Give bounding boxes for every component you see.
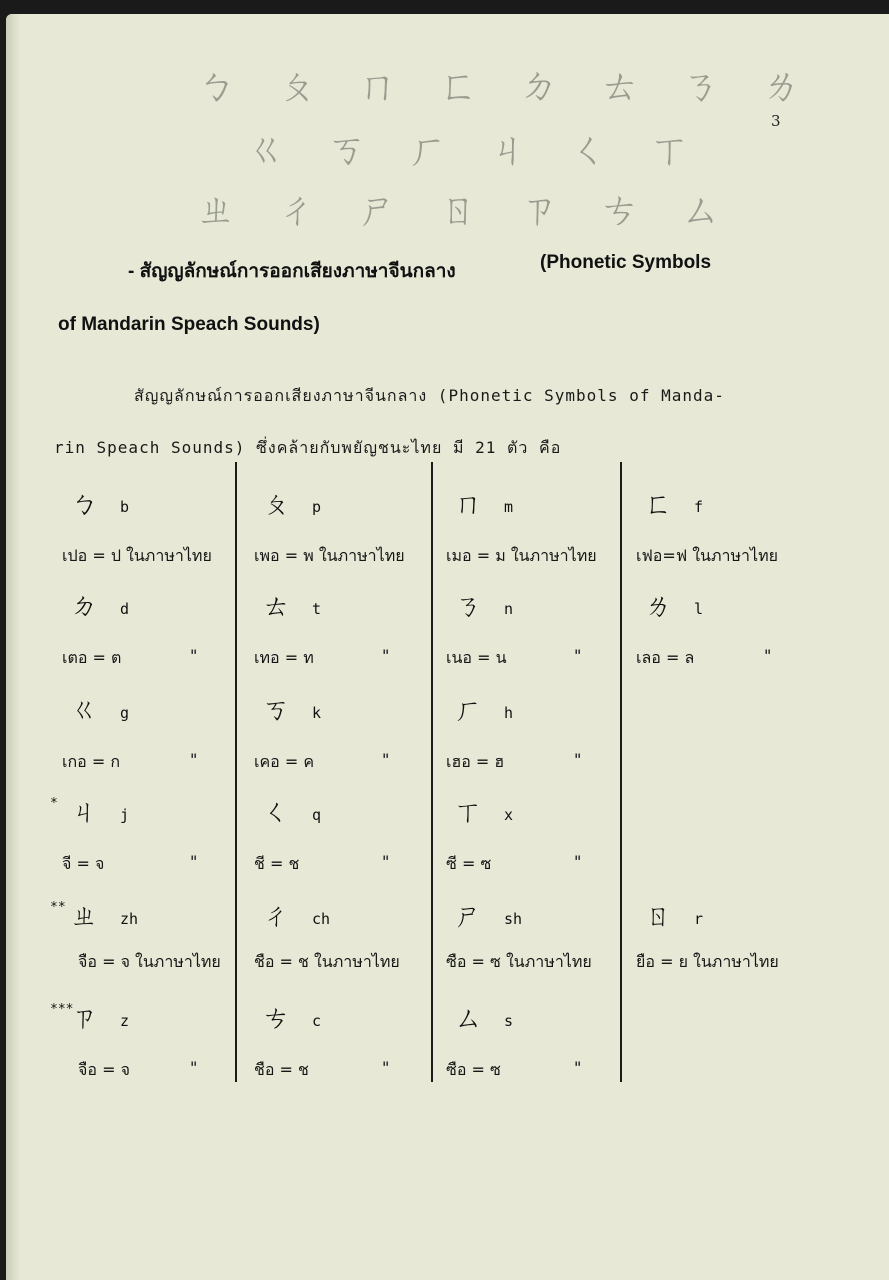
bopomofo-symbol: ㄉ xyxy=(70,589,99,622)
thai-equivalent: เตอ = ต xyxy=(62,648,122,667)
thai-equivalent: เฟอ=ฟ ในภาษาไทย xyxy=(636,546,779,565)
thai-equivalent: เปอ = ป ในภาษาไทย xyxy=(62,546,212,565)
pencil-note-line-3: ㄓ ㄔ ㄕ ㄖ ㄗ ㄘ ㄙ xyxy=(196,187,735,233)
latin-letter: m xyxy=(504,498,514,516)
bopomofo-symbol: ㄓ xyxy=(70,899,99,932)
ditto-mark: " xyxy=(764,646,772,665)
bopomofo-symbol: ㄇ xyxy=(454,487,483,520)
latin-letter: b xyxy=(120,498,130,516)
ditto-mark: " xyxy=(382,750,390,769)
latin-letter: z xyxy=(120,1012,130,1030)
thai-equivalent: เมอ = ม ในภาษาไทย xyxy=(446,546,597,565)
latin-letter: g xyxy=(120,704,130,722)
latin-letter: d xyxy=(120,600,130,618)
page-number: 3 xyxy=(771,112,781,130)
latin-letter: r xyxy=(694,910,704,928)
latin-letter: zh xyxy=(120,910,139,928)
thai-equivalent: ชือ = ช xyxy=(254,1060,309,1079)
thai-equivalent: เฮอ = ฮ xyxy=(446,752,505,771)
thai-equivalent: ซี = ซ xyxy=(446,854,492,873)
bopomofo-symbol: ㄅ xyxy=(70,487,99,520)
document-page xyxy=(6,14,889,1280)
pencil-note-line-1: ㄅ ㄆ ㄇ ㄈ ㄉ ㄊ ㄋ ㄌ xyxy=(196,63,816,109)
latin-letter: sh xyxy=(504,910,523,928)
thai-equivalent: เทอ = ท xyxy=(254,648,314,667)
bopomofo-symbol: ㄔ xyxy=(262,899,291,932)
ditto-mark: " xyxy=(190,1058,198,1077)
heading-english-part1: (Phonetic Symbols xyxy=(540,252,712,273)
latin-letter: t xyxy=(312,600,322,618)
latin-letter: x xyxy=(504,806,514,824)
bopomofo-symbol: ㄕ xyxy=(454,899,483,932)
ditto-mark: " xyxy=(382,1058,390,1077)
latin-letter: n xyxy=(504,600,514,618)
ditto-mark: " xyxy=(574,750,582,769)
footnote-mark: * xyxy=(50,796,58,811)
ditto-mark: " xyxy=(382,646,390,665)
bopomofo-symbol: ㄗ xyxy=(70,1001,99,1034)
thai-equivalent: ซือ = ซ xyxy=(446,1060,501,1079)
bopomofo-symbol: ㄆ xyxy=(262,487,291,520)
footnote-mark: *** xyxy=(50,1002,74,1017)
footnote-mark: ** xyxy=(50,900,66,915)
intro-line-2: rin Speach Sounds) ซึ่งคล้ายกับพยัญชนะไทย มี 21 ตัว คือ xyxy=(54,438,562,457)
latin-letter: p xyxy=(312,498,322,516)
latin-letter: c xyxy=(312,1012,322,1030)
thai-equivalent: เพอ = พ ในภาษาไทย xyxy=(254,546,405,565)
latin-letter: k xyxy=(312,704,322,722)
table-divider-2 xyxy=(431,462,433,1082)
latin-letter: s xyxy=(504,1012,514,1030)
thai-equivalent: เลอ = ล xyxy=(636,648,695,667)
bopomofo-symbol: ㄈ xyxy=(644,487,673,520)
latin-letter: q xyxy=(312,806,322,824)
pencil-note-line-2: ㄍ ㄎ ㄏ ㄐ ㄑ ㄒ xyxy=(246,127,704,173)
bopomofo-symbol: ㄎ xyxy=(262,693,291,726)
thai-equivalent: ซือ = ซ ในภาษาไทย xyxy=(446,952,592,971)
heading-thai: - สัญญลักษณ์การออกเสียงภาษาจีนกลาง xyxy=(128,261,456,282)
bopomofo-symbol: ㄑ xyxy=(262,795,291,828)
ditto-mark: " xyxy=(190,852,198,871)
ditto-mark: " xyxy=(190,750,198,769)
intro-line-1: สัญญลักษณ์การออกเสียงภาษาจีนกลาง (Phonetic Symbols of Manda- xyxy=(134,386,725,405)
latin-letter: ch xyxy=(312,910,331,928)
bopomofo-symbol: ㄊ xyxy=(262,589,291,622)
thai-equivalent: ชี = ช xyxy=(254,854,300,873)
bopomofo-symbol: ㄙ xyxy=(454,1001,483,1034)
thai-equivalent: จือ = จ xyxy=(78,1060,130,1079)
ditto-mark: " xyxy=(574,646,582,665)
bopomofo-symbol: ㄒ xyxy=(454,795,483,828)
table-divider-3 xyxy=(620,462,622,1082)
ditto-mark: " xyxy=(574,1058,582,1077)
latin-letter: f xyxy=(694,498,704,516)
ditto-mark: " xyxy=(382,852,390,871)
thai-equivalent: เนอ = น xyxy=(446,648,507,667)
thai-equivalent: ชือ = ช ในภาษาไทย xyxy=(254,952,400,971)
thai-equivalent: ยือ = ย ในภาษาไทย xyxy=(636,952,779,971)
latin-letter: j xyxy=(120,806,130,824)
ditto-mark: " xyxy=(574,852,582,871)
bopomofo-symbol: ㄖ xyxy=(644,899,673,932)
latin-letter: l xyxy=(694,600,704,618)
bopomofo-symbol: ㄏ xyxy=(454,693,483,726)
latin-letter: h xyxy=(504,704,514,722)
ditto-mark: " xyxy=(190,646,198,665)
thai-equivalent: เกอ = ก xyxy=(62,752,121,771)
bopomofo-symbol: ㄐ xyxy=(70,795,99,828)
bopomofo-symbol: ㄍ xyxy=(70,693,99,726)
thai-equivalent: จือ = จ ในภาษาไทย xyxy=(78,952,221,971)
thai-equivalent: จี = จ xyxy=(62,854,105,873)
table-divider-1 xyxy=(235,462,237,1082)
bopomofo-symbol: ㄘ xyxy=(262,1001,291,1034)
thai-equivalent: เคอ = ค xyxy=(254,752,315,771)
bopomofo-symbol: ㄌ xyxy=(644,589,673,622)
heading-english-part2: of Mandarin Speach Sounds) xyxy=(58,314,320,335)
bopomofo-symbol: ㄋ xyxy=(454,589,483,622)
